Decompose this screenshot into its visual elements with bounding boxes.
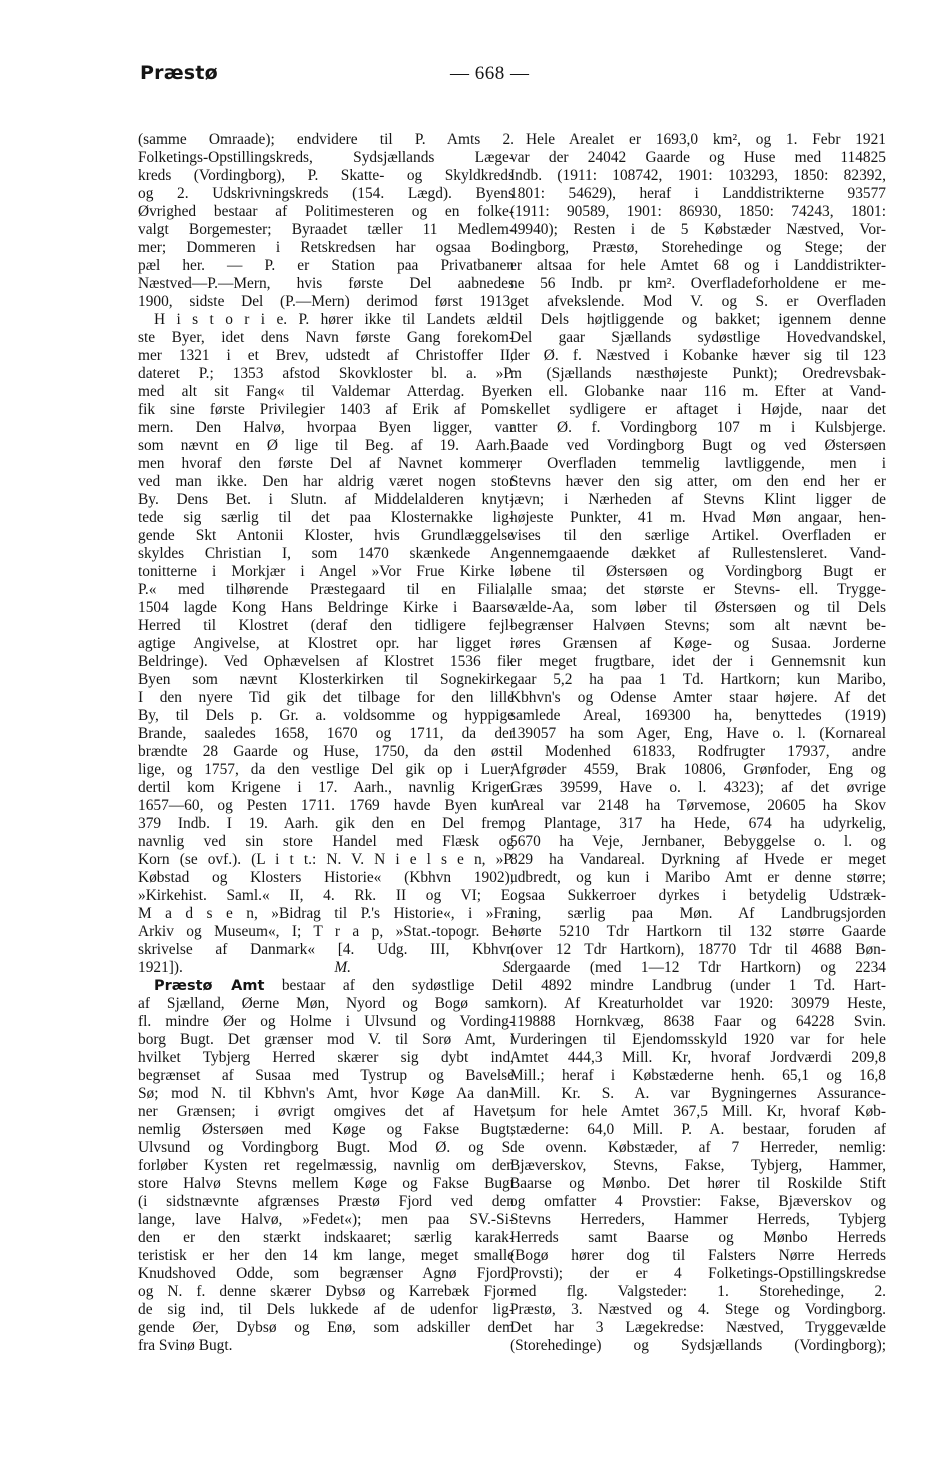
text-line: 5670 ha Veje, Jernbaner, Bebyggelse o. l. og: [510, 833, 886, 850]
text-line: dertil kom Krigene i 17. Aarh., navnlig Krigen: [138, 779, 514, 796]
text-line: ner Grænsen; i øvrigt omgives det af Havet,: [138, 1103, 514, 1120]
left-column: [138, 131, 514, 1355]
text-line: Arkiv og Museum«, I; T r a p, »Stat.-topogr. Be-: [138, 923, 514, 940]
text-line: Græs 39599, Have o. l. 4323); af det øvrige: [510, 779, 886, 796]
text-line: tede sig særlig til det paa Klosternakke lig-: [138, 509, 514, 526]
text-line: Indb. (1911: 108742, 1901: 103293, 1850: 82392,: [510, 167, 886, 184]
text-line: gende Skt Antonii Kloster, hvis Grundlæggelse: [138, 527, 514, 544]
text-line: udbredt, og kun i Maribo Amt er denne større;: [510, 869, 886, 886]
text-line: der Ø. f. Næstved i Kobanke hæver sig til 123: [510, 347, 886, 364]
text-line: de sig ind, til Dels lukkede af de udenfor lig-: [138, 1301, 514, 1318]
text-line: Stevns hæver den sig atter, om den end her er: [510, 473, 886, 490]
text-line: Næstved—P.—Mern, hvis første Del aabnedes: [138, 275, 514, 292]
text-line: ning, særlig paa Møn. Af Landbrugsjorden: [510, 905, 886, 922]
text-line: (Bogø hører dog til Falsters Nørre Herreds: [510, 1247, 886, 1264]
text-line: er meget frugtbare, idet der i Gennemsnit kun: [510, 653, 886, 670]
text-line: Brande, saaledes 1658, 1670 og 1711, da der: [138, 725, 514, 742]
text-line: get afvekslende. Mod V. og S. er Overfladen: [510, 293, 886, 310]
text-line: højeste Punkter, 41 m. Hvad Møn angaar, hen-: [510, 509, 886, 526]
text-line: Provsti); der er 4 Folketings-Opstillingskredse: [510, 1265, 886, 1282]
text-line: jævn; i Nærheden af Stevns Klint ligger de: [510, 491, 886, 508]
text-line: H i s t o r i e. P. hører ikke til Landets æld-: [154, 311, 514, 328]
text-line: kreds (Vordingborg), P. Skatte- og Skyldkreds: [138, 167, 514, 184]
text-line: mer; Dommeren i Retskredsen har ogsaa Bo-: [138, 239, 514, 256]
text-line: men hvoraf den første Del af Navnet kommer,: [138, 455, 514, 472]
text-line: lige, og 1757, da den vestlige Del gik op i Luer;: [138, 761, 514, 778]
text-line: og 2. Udskrivningskreds (154. Lægd). Byens: [138, 185, 514, 202]
text-line: 1504 lagde Kong Hans Beldringe Kirke i Baarse: [138, 599, 514, 616]
text-line: »Kirkehist. Saml.« II, 4. Rk. II og VI; E.: [138, 887, 514, 904]
text-line: fl. mindre Øer og Holme i Ulvsund og Vording-: [138, 1013, 514, 1030]
text-line: hvilket Tybjerg Herred skærer sig dybt ind,: [138, 1049, 514, 1066]
text-line: (i sidstnævnte afgrænses Præstø Fjord ved den: [138, 1193, 514, 1210]
text-line: Korn (se ovf.). (L i t t.: N. V. N i e l s e n, »P.: [138, 851, 514, 868]
text-line: begrænser Halvøen Stevns; som alt nævnt be-: [510, 617, 886, 634]
text-line: løbene til Østersøen og Vordingborg Bugt er: [510, 563, 886, 580]
text-line: Øvrighed bestaar af Politimesteren og en folke-: [138, 203, 514, 220]
page-number: — 668 —: [450, 63, 530, 84]
text-line: Det har 3 Lægekredse: Næstved, Tryggevælde: [510, 1319, 886, 1336]
text-line: lange, lave Halvø, »Fedet«); men paa SV.-Si-: [138, 1211, 514, 1228]
text-line: navnlig ved sin store Handel med Flæsk og: [138, 833, 514, 850]
text-line: mer 1321 i et Brev, udstedt af Christoffer II,: [138, 347, 514, 364]
text-line: Sø; mod N. til Kbhvn's Amt, hvor Køge Aa dan-: [138, 1085, 514, 1102]
text-line: Baarse og Mønbo. Det hører til Roskilde Stift: [510, 1175, 886, 1192]
text-line: til Modenhed 61833, Rodfrugter 17937, andre: [510, 743, 886, 760]
text-line: Areal var 2148 ha Tørvemose, 20605 ha Skov: [510, 797, 886, 814]
text-line: Knudshoved Odde, som begrænser Agnø Fjord,: [138, 1265, 514, 1282]
text-line: vises til den særlige Artikel. Overfladen er: [510, 527, 886, 544]
text-line: hørte 5210 Tdr Hartkorn til 132 større Gaarde: [510, 923, 886, 940]
text-line: teristisk er her den 14 km lange, meget smalle: [138, 1247, 514, 1264]
text-line: agtige Angivelse, at Klostret opr. har ligget i: [138, 635, 514, 652]
text-line: By. Dens Bet. i Slutn. af Middelalderen knyt-: [138, 491, 514, 508]
text-line: Afgrøder 4559, Brak 10806, Grønfoder, Eng og: [510, 761, 886, 778]
text-line: Herred til Klostret (deraf den tidligere fejl-: [138, 617, 514, 634]
text-line: røres Grænsen af Køge- og Susaa. Jorderne: [510, 635, 886, 652]
text-line: borg Bugt. Det grænser mod V. til Sorø Amt, i: [138, 1031, 514, 1048]
text-line: 829 ha Vandareal. Dyrkning af Hvede er meget: [510, 851, 886, 868]
section-heading: Præstø Amt: [154, 978, 265, 994]
text-line: Købstad og Klosters Historie« (Kbhvn 1902);: [138, 869, 514, 886]
text-line: M a d s e n, »Bidrag til P.'s Historie«, i »Fra: [138, 905, 514, 922]
text-line: begrænset af Susaa med Tystrup og Bavelse: [138, 1067, 514, 1084]
text-line: vælde-Aa, som løber til Østersøen og til Dels: [510, 599, 886, 616]
text-line: ste Byer, idet dens Navn første Gang forekom-: [138, 329, 514, 346]
section-heading-line: [138, 977, 514, 995]
text-line: ved man ikke. Den har aldrig været nogen stor: [138, 473, 514, 490]
text-line: gende Øer, Dybsø og Enø, som adskiller dem: [138, 1319, 514, 1336]
text-line: er altsaa for hele Amtet 68 og i Landdistrikter-: [510, 257, 886, 274]
text-line: ne 56 Indb. pr km². Overfladeforholdene er me-: [510, 275, 886, 292]
text-line: ogsaa Sukkerroer dyrkes i betydelig Udstræk-: [510, 887, 886, 904]
text-line: korn). Af Kreaturholdet var 1920: 30979 Heste,: [510, 995, 886, 1012]
text-line: Stevns Herreders, Hammer Herreds, Tybjerg: [510, 1211, 886, 1228]
text-line: Ulvsund og Vordingborg Bugt. Mod Ø. og S.: [138, 1139, 514, 1156]
text-line: Beldringe). Ved Ophævelsen af Klostret 1536 fik: [138, 653, 514, 670]
text-line: af Sjælland, Øerne Møn, Nyord og Bogø samt: [138, 995, 514, 1012]
text-line: var der 24042 Gaarde og Huse med 114825: [510, 149, 886, 166]
text-line: med flg. Valgsteder: 1. Storehedinge, 2.: [510, 1283, 886, 1300]
text-line: (samme Omraade); endvidere til P. Amts 2.: [138, 131, 514, 148]
text-line: Folketings-Opstillingskreds, Sydsjællands Læge-: [138, 149, 514, 166]
text-line: tonitterne i Morkjær i Angel »Vor Frue Kirke i: [138, 563, 514, 580]
text-line: Mill. Kr. S. A. var Bygningernes Assurance-: [510, 1085, 886, 1102]
text-line: Vurderingen til Ejendomsskyld 1920 var for hele: [510, 1031, 886, 1048]
text-line: er Overfladen temmelig lavtliggende, men i: [510, 455, 886, 472]
text-line: gaar 5,2 ha paa 1 Td. Hartkorn; kun Maribo,: [510, 671, 886, 688]
text-line: mern. Den Halvø, hvorpaa Byen ligger, var: [138, 419, 514, 436]
text-line: gennemgaaende dækket af Rullestensleret. Vand-: [510, 545, 886, 562]
text-line: Baade ved Vordingborg Bugt og ved Østersøen: [510, 437, 886, 454]
text-line: Herreds samt Baarse og Mønbo Herreds: [510, 1229, 886, 1246]
text-line: skyldes Christian I, som 1470 skænkede An-: [138, 545, 514, 562]
text-line: dingborg, Præstø, Storehedinge og Stege; der: [510, 239, 886, 256]
text-line: og omfatter 4 Provstier: Fakse, Bjæverskov og: [510, 1193, 886, 1210]
text-line: stæderne: 64,0 Mill. P. A. bestaar, foruden af: [510, 1121, 886, 1138]
text-line: samlede Areal, 169300 ha, benyttedes (1919): [510, 707, 886, 724]
text-line: og N. f. denne skærer Dybsø og Karrebæk Fjor-: [138, 1283, 514, 1300]
text-line: Mill.; heraf i Købstæderne henh. 65,1 og 16,8: [510, 1067, 886, 1084]
text-line: Bjæverskov, Stevns, Fakse, Tybjerg, Hammer,: [510, 1157, 886, 1174]
text-line: m (Sjællands næsthøjeste Punkt); Oredrevsbak-: [510, 365, 886, 382]
text-line: P.« med tilhørende Præstegaard til en Filial;: [138, 581, 514, 598]
text-line: By, til Dels p. Gr. a. voldsomme og hyppige: [138, 707, 514, 724]
text-line: Amtet 444,3 Mill. Kr, hvoraf Jordværdi 209,8: [510, 1049, 886, 1066]
text-line: Præstø, 3. Næstved og 4. Stege og Vordingborg.: [510, 1301, 886, 1318]
text-line: fik sine første Privilegier 1403 af Erik af Pom-: [138, 401, 514, 418]
text-line: 119888 Hornkvæg, 8638 Faar og 64228 Svin.: [510, 1013, 886, 1030]
text-line: Hele Arealet er 1693,0 km², og 1. Febr 1921: [526, 131, 886, 148]
text-line: skrivelse af Danmark« [4. Udg. III, Kbhvn: [138, 941, 514, 958]
text-line: (1911: 90589, 1901: 86930, 1850: 74243, 1801:: [510, 203, 886, 220]
text-line: (over 12 Tdr Hartkorn), 18770 Tdr til 4688 Bøn-: [510, 941, 886, 958]
text-line: alle smaa; det største er Stevns- ell. Trygge-: [510, 581, 886, 598]
text-line: I den nyere Tid gik det tilbage for den lille: [138, 689, 514, 706]
text-line: ken ell. Globanke naar 116 m. Efter at Vand-: [510, 383, 886, 400]
text-line: 49940); Resten i de 5 Købstæder Næstved, Vor-: [510, 221, 886, 238]
text-line: sum for hele Amtet 367,5 Mill. Kr, hvoraf Køb-: [510, 1103, 886, 1120]
text-line: nemlig Østersøen med Køge og Fakse Bugt,: [138, 1121, 514, 1138]
text-line: de ovenn. Købstæder, af 7 Herreder, nemlig:: [510, 1139, 886, 1156]
text-line: Byen som nævnt Klosterkirken til Sognekirke.: [138, 671, 514, 688]
text-line: dergaarde (med 1—12 Tdr Hartkorn) og 2234: [510, 959, 886, 976]
text-line: brændte 28 Gaarde og Huse, 1750, da den øst-: [138, 743, 514, 760]
text-line: valgt Borgemester; Byraadet tæller 11 Medlem-: [138, 221, 514, 238]
text-line: den er den stærkt indskaaret; særlig karak-: [138, 1229, 514, 1246]
text-line: bestaar af den sydøstlige Del: [281, 977, 514, 994]
text-line: 1801: 54629), heraf i Landdistrikterne 93577: [510, 185, 886, 202]
text-line: 139057 ha som Ager, Eng, Have o. l. (Kornareal: [510, 725, 886, 742]
text-line: og Plantage, 317 ha Hede, 674 ha udyrkelig,: [510, 815, 886, 832]
right-column: [510, 131, 886, 1355]
text-line: pæl her. — P. er Station paa Privatbanen: [138, 257, 514, 274]
text-line: Del gaar Sjællands sydøstlige Hovedvandskel,: [510, 329, 886, 346]
text-line: (Storehedinge) og Sydsjællands (Vordingborg);: [510, 1337, 886, 1354]
text-line: fra Svinø Bugt.: [138, 1337, 233, 1354]
author-signature: M. S.: [334, 959, 514, 976]
text-line: med alt sit Fang« til Valdemar Atterdag. Byen: [138, 383, 514, 400]
text-line: forløber Kysten ret regelmæssig, navnlig om den: [138, 1157, 514, 1174]
text-line: skellet sydligere er aftaget i Højde, naar det: [510, 401, 886, 418]
text-line: 1900, sidste Del (P.—Mern) derimod først 1913.: [138, 293, 514, 310]
text-line: som nævnt en Ø lige til Beg. af 19. Aarh.;: [138, 437, 514, 454]
page-title: Præstø: [140, 62, 218, 84]
text-line: 379 Indb. I 19. Aarh. gik den en Del frem,: [138, 815, 514, 832]
page-header: [140, 62, 790, 94]
text-line: store Halvø Stevns mellem Køge og Fakse Bugt: [138, 1175, 514, 1192]
text-line: Kbhvn's og Odense Amter staar højere. Af det: [510, 689, 886, 706]
text-line: atter Ø. f. Vordingborg 107 m i Kulsbjerge.: [510, 419, 886, 436]
text-line: til 4892 mindre Landbrug (under 1 Td. Hart-: [510, 977, 886, 994]
text-line: 1657—60, og Pesten 1711. 1769 havde Byen kun: [138, 797, 514, 814]
text-line-signature: [138, 959, 514, 977]
text-line: 1921]).: [138, 959, 183, 976]
text-line: til Dels højtliggende og bakket; igennem denne: [510, 311, 886, 328]
text-line: dateret P.; 1353 afstod Skovkloster bl. a. »P.: [138, 365, 514, 382]
